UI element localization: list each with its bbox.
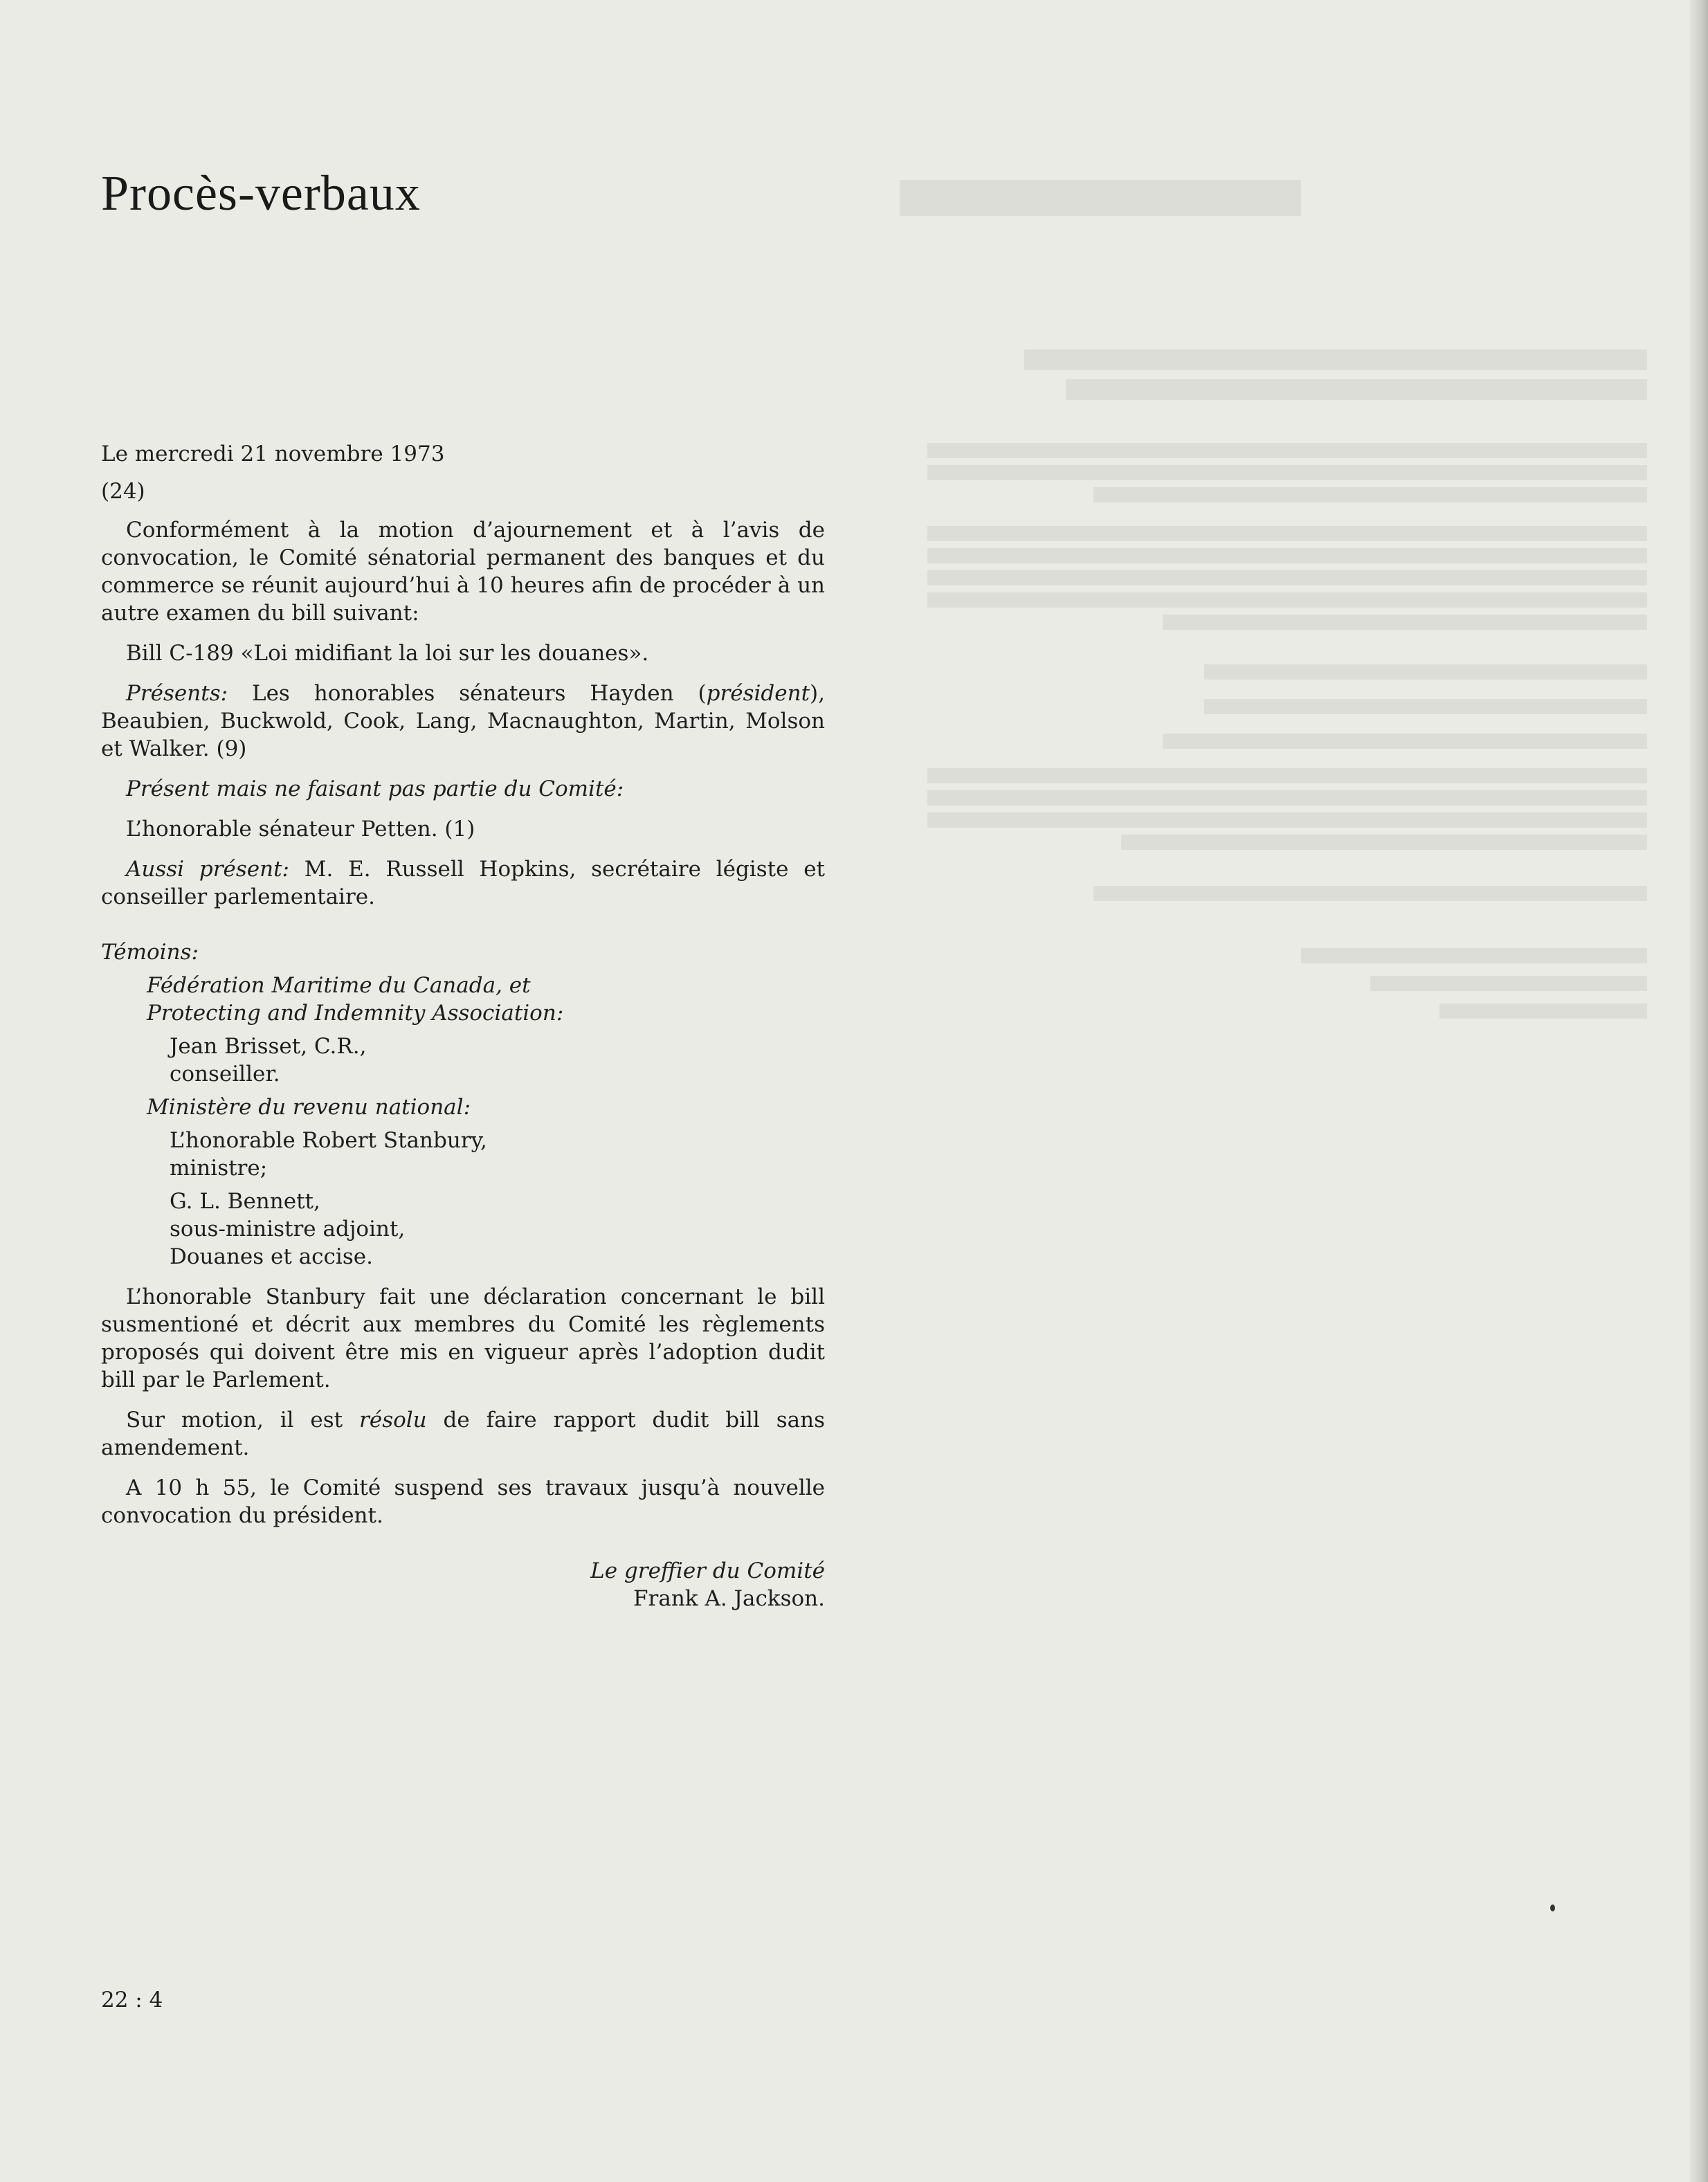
witness-name: G. L. Bennett, — [170, 1189, 320, 1214]
minutes-body — [101, 440, 825, 1612]
statement-paragraph: L’honorable Stanbury fait une déclaration concernant le bill susmentioné et décrit aux membres du Comité les règlements proposés qui doivent être mis en vigueur après l’adoption dudit bill par le Parlement. — [101, 1284, 825, 1392]
presents-role: président — [706, 681, 810, 706]
witness-group — [101, 972, 825, 1088]
witness-person — [147, 1188, 825, 1271]
witness-group — [101, 1093, 825, 1271]
page-title: Procès-verbaux — [101, 165, 421, 221]
witness-org-line1: Ministère du revenu national: — [147, 1095, 471, 1120]
motion-resolved: résolu — [359, 1408, 427, 1433]
witness-person — [147, 1033, 825, 1088]
motion-paragraph — [101, 1406, 825, 1462]
bill-line: Bill C-189 «Loi midifiant la loi sur les douanes». — [126, 641, 649, 666]
witness-title: sous-ministre adjoint, — [170, 1217, 406, 1242]
witness-title: ministre; — [170, 1156, 268, 1181]
signature-role: Le greffier du Comité — [590, 1558, 825, 1583]
witness-title: conseiller. — [170, 1062, 280, 1087]
show-through-bleed — [817, 0, 1689, 1080]
signature-block — [101, 1557, 825, 1612]
presents-text-after: ), Beaubien, Buckwold, Cook, Lang, Macnaughton, Martin, Molson et Walker. (9) — [101, 681, 825, 761]
witness-title: Douanes et accise. — [170, 1244, 373, 1269]
non-member-line: L’honorable sénateur Petten. (1) — [126, 817, 475, 842]
non-member-heading: Présent mais ne faisant pas partie du Comité: — [126, 776, 624, 801]
intro-paragraph: Conformément à la motion d’ajournement et à l’avis de convocation, le Comité sénatorial permanent des banques et du commerce se réunit aujourd’hui à 10 heures afin de procéder à un autre examen du bill suivant: — [101, 518, 825, 626]
witness-org-line1: Fédération Maritime du Canada, et — [147, 973, 531, 998]
motion-after: de faire rapport dudit bill sans amendement. — [101, 1408, 825, 1460]
presents-label: Présents: — [126, 681, 228, 706]
adjournment-paragraph: A 10 h 55, le Comité suspend ses travaux jusqu’à nouvelle convocation du président. — [101, 1475, 825, 1528]
presents-paragraph — [101, 680, 825, 763]
signature-name: Frank A. Jackson. — [633, 1586, 825, 1611]
page-edge-shadow — [1690, 0, 1708, 2182]
also-present-text: M. E. Russell Hopkins, secrétaire légiste et conseiller parlementaire. — [101, 857, 825, 909]
meeting-date: Le mercredi 21 novembre 1973 — [101, 442, 445, 466]
witnesses-heading: Témoins: — [101, 940, 199, 965]
ink-speck — [1550, 1904, 1555, 1911]
page-number: 22 : 4 — [101, 1988, 163, 2012]
motion-before: Sur motion, il est — [126, 1408, 360, 1433]
witness-org-line2: Protecting and Indemnity Association: — [147, 1001, 564, 1026]
also-present-label: Aussi présent: — [126, 857, 289, 882]
witness-person — [147, 1127, 825, 1182]
witness-name: L’honorable Robert Stanbury, — [170, 1128, 487, 1153]
witness-name: Jean Brisset, C.R., — [170, 1034, 367, 1059]
also-present-paragraph — [101, 855, 825, 911]
presents-text-before: Les honorables sénateurs Hayden ( — [252, 681, 707, 706]
meeting-number: (24) — [101, 479, 145, 504]
